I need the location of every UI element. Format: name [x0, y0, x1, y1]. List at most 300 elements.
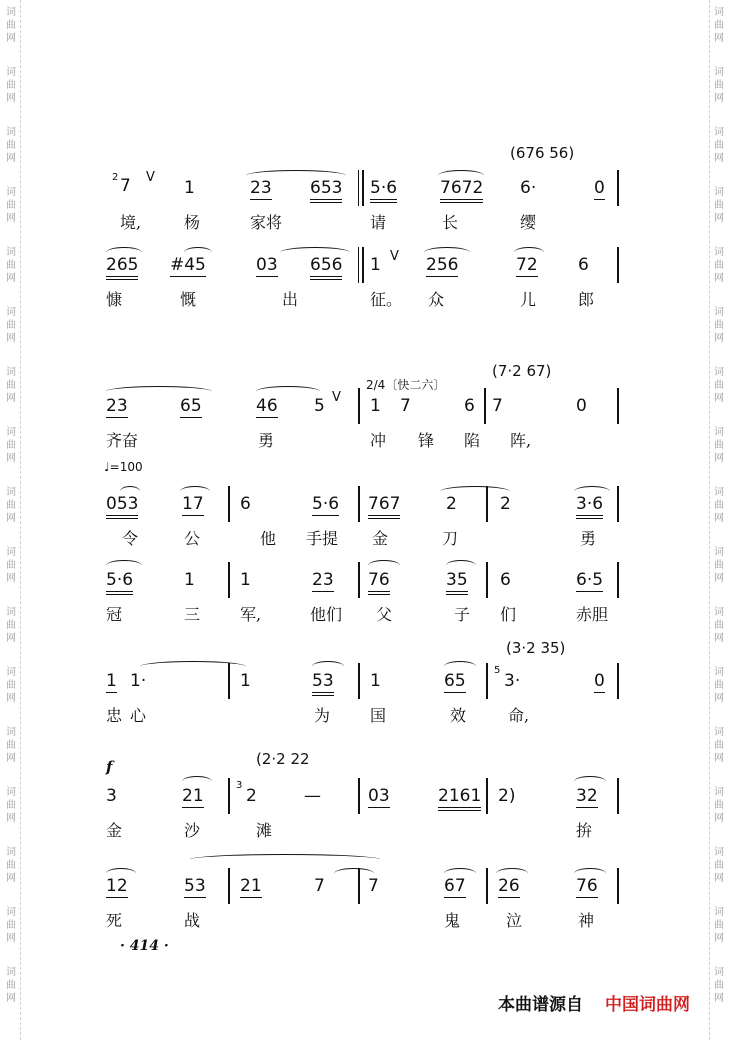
watermark-char: 网 [6, 453, 16, 464]
barline [617, 170, 619, 206]
dynamic-mark: f [106, 758, 113, 776]
lyric: 刀 [442, 529, 459, 548]
watermark-group [710, 726, 728, 765]
lyric: 锋 [418, 431, 435, 450]
note: 76 [368, 570, 390, 595]
note: 03 [256, 255, 278, 275]
note: 0 [594, 178, 605, 198]
barline [484, 388, 486, 424]
note: 76 [576, 876, 598, 896]
note: 1 [240, 570, 251, 590]
watermark-char: 词 [714, 907, 724, 918]
note: 053 [106, 494, 138, 519]
note: 1 [184, 570, 195, 590]
watermark-char: 曲 [6, 680, 16, 691]
watermark-char: 网 [714, 513, 724, 524]
watermark-char: 曲 [714, 680, 724, 691]
lyric: 为 [314, 706, 331, 725]
note: #45 [170, 255, 206, 275]
intro-phrase: (7·2 67) [492, 362, 552, 380]
note: 653 [310, 178, 342, 203]
lyric: 慷 [106, 290, 123, 309]
watermark-group [710, 906, 728, 945]
note: 65 [180, 396, 202, 416]
barline [358, 247, 359, 283]
watermark-char: 网 [714, 93, 724, 104]
watermark-group [710, 666, 728, 705]
music-score [100, 140, 625, 940]
watermark-char: 词 [714, 847, 724, 858]
note: 2 [446, 494, 457, 514]
watermark-char: 词 [6, 547, 16, 558]
note: 265 [106, 255, 138, 280]
note: 2) [498, 786, 516, 806]
lyric: 命, [508, 706, 530, 725]
watermark-char: 网 [714, 933, 724, 944]
barline [486, 486, 488, 522]
watermark-group [710, 606, 728, 645]
watermark-group [2, 246, 20, 285]
watermark-group [2, 666, 20, 705]
barline [358, 486, 360, 522]
note: 53 [312, 671, 334, 696]
watermark-char: 词 [6, 67, 16, 78]
watermark-char: 曲 [6, 20, 16, 31]
lyric: 慨 [180, 290, 197, 309]
watermark-char: 网 [6, 633, 16, 644]
note: 7 [368, 876, 379, 896]
watermark-group [2, 6, 20, 45]
page-number: · 414 · [120, 938, 169, 954]
barline [486, 868, 488, 904]
slur [190, 854, 380, 865]
watermark-char: 网 [714, 813, 724, 824]
watermark-char: 词 [714, 307, 724, 318]
watermark-group [710, 966, 728, 1005]
watermark-group [710, 6, 728, 45]
watermark-group [710, 486, 728, 525]
watermark-char: 词 [6, 607, 16, 618]
watermark-char: 词 [6, 427, 16, 438]
watermark-group [710, 186, 728, 225]
watermark-group [2, 786, 20, 825]
note: 7 [314, 876, 325, 896]
watermark-group [2, 426, 20, 465]
watermark-char: 网 [6, 693, 16, 704]
watermark-char: 曲 [6, 320, 16, 331]
note: 5·6 [370, 178, 397, 203]
watermark-char: 曲 [714, 980, 724, 991]
watermark-char: 网 [714, 33, 724, 44]
metronome-mark: ♩=100 [104, 460, 143, 474]
watermark-char: 曲 [6, 80, 16, 91]
note: 17 [182, 494, 204, 514]
barline [486, 778, 488, 814]
note: 7 [492, 396, 503, 416]
watermark-char: 词 [714, 7, 724, 18]
barline [358, 388, 360, 424]
watermark-char: 曲 [6, 380, 16, 391]
watermark-char: 网 [6, 513, 16, 524]
watermark-char: 词 [714, 127, 724, 138]
note: 5·6 [312, 494, 340, 514]
watermark-char: 词 [6, 967, 16, 978]
barline [358, 663, 360, 699]
lyric: 沙 [184, 821, 201, 840]
breath-mark: V [390, 249, 399, 264]
watermark-group [2, 366, 20, 405]
note: 23 [106, 396, 128, 416]
note: 5·6 [106, 570, 133, 595]
note: 2 [246, 786, 257, 806]
note: 6·5 [576, 570, 604, 590]
watermark-group [2, 966, 20, 1005]
note: 5 [314, 396, 325, 416]
lyric: 杨 [184, 213, 201, 232]
lyric: 们 [500, 605, 517, 624]
watermark-char: 词 [714, 487, 724, 498]
watermark-char: 词 [6, 367, 16, 378]
watermark-char: 词 [714, 367, 724, 378]
watermark-char: 词 [714, 187, 724, 198]
barline [617, 486, 619, 522]
barline [617, 388, 619, 424]
note: 6 [500, 570, 511, 590]
intro-phrase: (676 56) [510, 144, 575, 162]
barline [617, 562, 619, 598]
grace-note: 5 [494, 665, 501, 676]
watermark-char: 网 [6, 273, 16, 284]
watermark-char: 网 [714, 273, 724, 284]
note: 21 [240, 876, 262, 896]
watermark-group [710, 426, 728, 465]
watermark-char: 曲 [6, 620, 16, 631]
lyric: 郎 [578, 290, 595, 309]
lyric: 境, [120, 213, 142, 232]
watermark-char: 词 [6, 727, 16, 738]
lyric: 金 [372, 529, 389, 548]
watermark-char: 网 [714, 693, 724, 704]
lyric: 齐奋 [106, 431, 139, 450]
watermark-char: 词 [714, 247, 724, 258]
lyric: 神 [578, 911, 595, 930]
note: 6 [240, 494, 251, 514]
note: 6 [578, 255, 589, 275]
note: 65 [444, 671, 466, 691]
lyric: 令 [122, 529, 139, 548]
barline [362, 247, 364, 283]
watermark-char: 曲 [714, 440, 724, 451]
source-credit [498, 990, 690, 1015]
watermark-char: 网 [714, 873, 724, 884]
barline [617, 663, 619, 699]
breath-mark: V [146, 170, 155, 185]
watermark-group [2, 846, 20, 885]
note: 7 [400, 396, 411, 416]
note: 03 [368, 786, 390, 806]
watermark-char: 网 [6, 813, 16, 824]
watermark-char: 词 [6, 127, 16, 138]
watermark-char: 词 [6, 907, 16, 918]
watermark-char: 曲 [714, 740, 724, 751]
note: 3 [106, 786, 117, 806]
grace-note: 3 [236, 780, 243, 791]
watermark-char: 曲 [6, 980, 16, 991]
watermark-char: 曲 [714, 860, 724, 871]
watermark-char: 网 [714, 153, 724, 164]
watermark-group [710, 786, 728, 825]
watermark-char: 词 [6, 787, 16, 798]
watermark-group [710, 126, 728, 165]
watermark-char: 网 [714, 993, 724, 1004]
watermark-char: 曲 [714, 20, 724, 31]
watermark-char: 网 [6, 153, 16, 164]
barline [358, 562, 360, 598]
watermark-char: 曲 [6, 140, 16, 151]
watermark-char: 词 [714, 727, 724, 738]
lyric: 他 [260, 529, 277, 548]
watermark-char: 曲 [714, 560, 724, 571]
watermark-group [2, 906, 20, 945]
watermark-char: 词 [6, 247, 16, 258]
watermark-char: 曲 [6, 800, 16, 811]
note: 6· [520, 178, 537, 198]
watermark-char: 词 [6, 847, 16, 858]
watermark-char: 网 [6, 393, 16, 404]
watermark-char: 词 [714, 787, 724, 798]
lyric: 陷 [464, 431, 481, 450]
watermark-char: 网 [714, 753, 724, 764]
lyric: 鬼 [444, 911, 461, 930]
watermark-char: 词 [6, 7, 16, 18]
note: 1 [106, 671, 117, 691]
watermark-group [2, 546, 20, 585]
watermark-char: 曲 [714, 620, 724, 631]
watermark-group [2, 126, 20, 165]
barline [358, 868, 360, 904]
watermark-char: 曲 [714, 80, 724, 91]
lyric: 泣 [506, 911, 523, 930]
watermark-char: 网 [714, 333, 724, 344]
watermark-group [2, 726, 20, 765]
watermark-char: 曲 [714, 500, 724, 511]
watermark-group [710, 246, 728, 285]
note: 26 [498, 876, 520, 896]
watermark-char: 曲 [714, 320, 724, 331]
intro-phrase: (3·2 35) [506, 639, 566, 657]
watermark-group [710, 306, 728, 345]
lyric: 金 [106, 821, 123, 840]
watermark-char: 曲 [714, 260, 724, 271]
note: 35 [446, 570, 468, 595]
lyric: 征。 [370, 290, 403, 309]
lyric: 滩 [256, 821, 273, 840]
source-prefix: 本曲谱源自 [498, 995, 583, 1015]
lyric: 战 [184, 911, 201, 930]
note: 21 [182, 786, 204, 806]
lyric: 长 [442, 213, 459, 232]
watermark-group [710, 366, 728, 405]
lyric: 众 [428, 290, 445, 309]
barline [486, 663, 488, 699]
lyric: 忠 [106, 706, 123, 725]
lyric: 儿 [520, 290, 537, 309]
note: 67 [444, 876, 466, 896]
barline [362, 170, 364, 206]
watermark-char: 曲 [6, 200, 16, 211]
note: 256 [426, 255, 459, 275]
watermark-char: 词 [714, 607, 724, 618]
watermark-group [2, 186, 20, 225]
watermark-group [710, 66, 728, 105]
watermark-char: 词 [714, 67, 724, 78]
lyric: 出 [282, 290, 299, 309]
watermark-char: 曲 [6, 740, 16, 751]
watermark-group [2, 486, 20, 525]
watermark-char: 词 [6, 187, 16, 198]
watermark-char: 网 [714, 573, 724, 584]
note: — [304, 786, 321, 806]
watermark-char: 曲 [714, 920, 724, 931]
barline [228, 663, 230, 699]
lyric: 阵, [510, 431, 532, 450]
source-site-link[interactable]: 中国词曲网 [605, 995, 690, 1015]
lyric: 冲 [370, 431, 387, 450]
lyric: 赤胆 [576, 605, 609, 624]
watermark-char: 曲 [714, 380, 724, 391]
note: 7 [120, 176, 131, 196]
lyric: 心 [130, 706, 147, 725]
note: 6 [464, 396, 475, 416]
watermark-char: 网 [6, 213, 16, 224]
barline [486, 562, 488, 598]
left-watermark-strip [2, 0, 21, 1040]
watermark-char: 词 [714, 547, 724, 558]
watermark-char: 词 [6, 307, 16, 318]
note: 2 [500, 494, 511, 514]
note: 46 [256, 396, 278, 416]
right-watermark-strip [709, 0, 728, 1040]
lyric: 三 [184, 605, 201, 624]
watermark-char: 网 [6, 873, 16, 884]
lyric: 国 [370, 706, 387, 725]
lyric: 勇 [258, 431, 275, 450]
lyric: 军, [240, 605, 262, 624]
grace-note: 2 [112, 172, 119, 183]
watermark-char: 曲 [714, 800, 724, 811]
lyric: 效 [450, 706, 467, 725]
lyric: 勇 [580, 529, 597, 548]
watermark-group [2, 606, 20, 645]
note: 1 [370, 255, 381, 275]
watermark-char: 曲 [714, 200, 724, 211]
breath-mark: V [332, 390, 341, 405]
slur [140, 661, 246, 672]
watermark-char: 网 [714, 453, 724, 464]
watermark-group [2, 306, 20, 345]
watermark-char: 曲 [6, 860, 16, 871]
barline [358, 778, 360, 814]
barline [228, 486, 230, 522]
note: 32 [576, 786, 598, 806]
watermark-char: 曲 [6, 560, 16, 571]
watermark-char: 网 [714, 393, 724, 404]
note: 0 [594, 671, 605, 691]
note: 12 [106, 876, 128, 896]
note: 72 [516, 255, 538, 275]
watermark-char: 网 [6, 333, 16, 344]
barline [617, 868, 619, 904]
note: 0 [576, 396, 587, 416]
watermark-group [710, 846, 728, 885]
watermark-char: 网 [6, 93, 16, 104]
lyric: 手提 [306, 529, 339, 548]
note: 1 [184, 178, 195, 198]
watermark-char: 词 [714, 667, 724, 678]
barline [617, 247, 619, 283]
watermark-char: 网 [714, 633, 724, 644]
note: 767 [368, 494, 400, 519]
note: 7672 [440, 178, 483, 203]
note: 3·6 [576, 494, 603, 519]
note: 1 [240, 671, 251, 691]
barline [358, 170, 359, 206]
watermark-char: 曲 [6, 440, 16, 451]
note: 23 [312, 570, 334, 590]
lyric: 拚 [576, 821, 593, 840]
intro-phrase: (2·2 22 [256, 750, 310, 768]
watermark-char: 网 [6, 993, 16, 1004]
lyric: 家将 [250, 213, 283, 232]
watermark-char: 曲 [714, 140, 724, 151]
lyric: 他们 [310, 605, 343, 624]
watermark-char: 词 [6, 667, 16, 678]
watermark-char: 曲 [6, 260, 16, 271]
watermark-char: 网 [6, 933, 16, 944]
lyric: 死 [106, 911, 123, 930]
watermark-char: 曲 [6, 500, 16, 511]
note: 2161 [438, 786, 481, 811]
lyric: 公 [184, 529, 201, 548]
tempo-label: 2/4〔快二六〕 [366, 378, 446, 392]
lyric: 子 [454, 605, 471, 624]
note: 656 [310, 255, 342, 280]
barline [228, 778, 230, 814]
lyric: 请 [370, 213, 387, 232]
watermark-group [2, 66, 20, 105]
barline [228, 562, 230, 598]
note: 1 [370, 671, 381, 691]
note: 3· [504, 671, 521, 691]
watermark-char: 网 [714, 213, 724, 224]
lyric: 父 [376, 605, 393, 624]
note: 1 [370, 396, 381, 416]
lyric: 缨 [520, 213, 537, 232]
watermark-char: 曲 [6, 920, 16, 931]
barline [228, 868, 230, 904]
watermark-char: 词 [714, 967, 724, 978]
watermark-group [710, 546, 728, 585]
note: 1· [130, 671, 147, 691]
watermark-char: 网 [6, 33, 16, 44]
note: 23 [250, 178, 272, 198]
watermark-char: 词 [6, 487, 16, 498]
watermark-char: 网 [6, 573, 16, 584]
watermark-char: 网 [6, 753, 16, 764]
lyric: 冠 [106, 605, 123, 624]
note: 53 [184, 876, 206, 896]
barline [617, 778, 619, 814]
